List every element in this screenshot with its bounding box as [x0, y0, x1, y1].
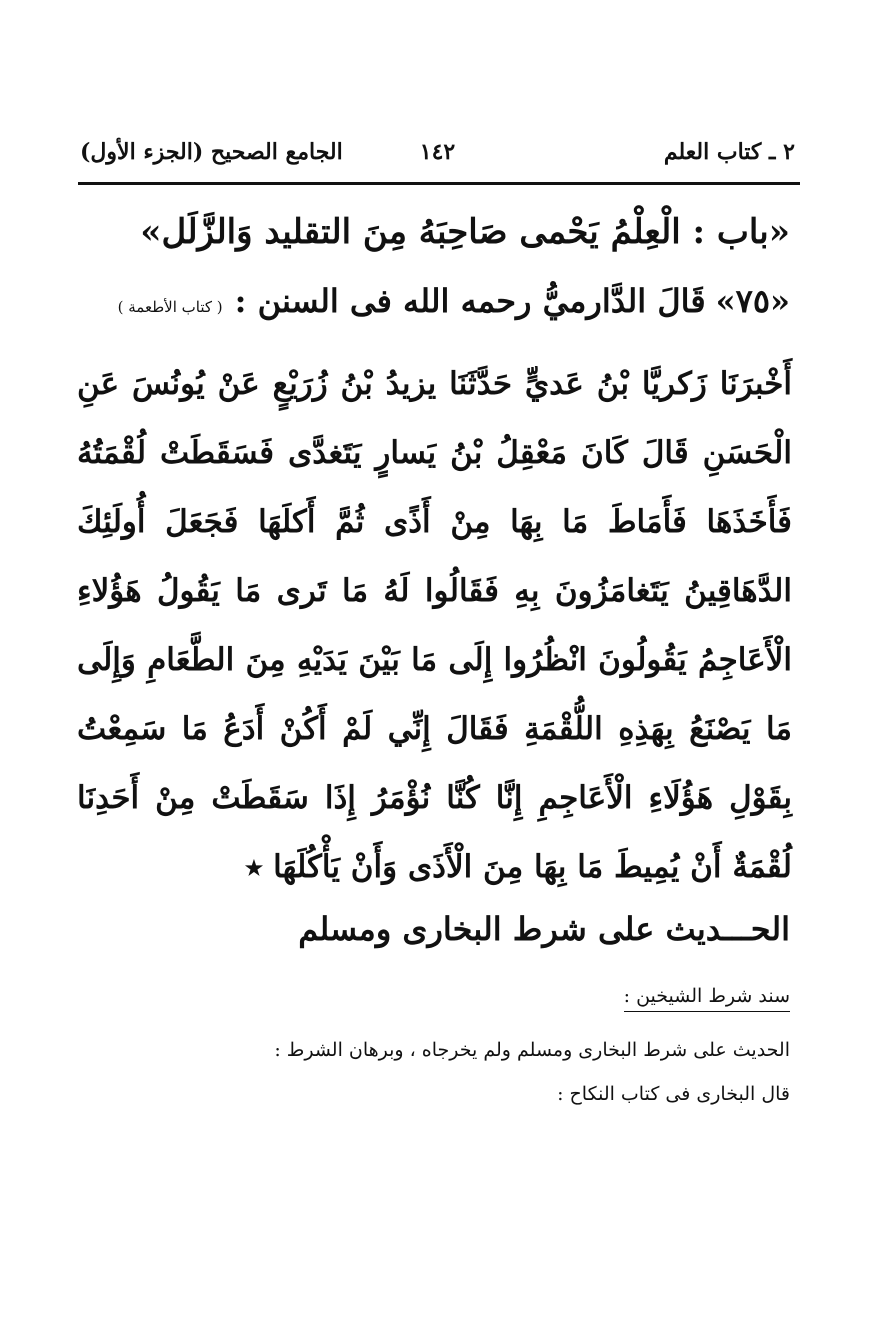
note-line: قال البخارى فى كتاب النكاح : [557, 1083, 790, 1105]
hadith-text [77, 350, 792, 902]
text-line: الدَّهَاقِينُ يَتَغامَزُونَ بِهِ فَقَالُوا لَهُ مَا تَرى مَا يَقُولُ هَؤُلاءِ [77, 573, 792, 609]
page-number: ١٤٢ [419, 139, 456, 165]
running-header [80, 132, 795, 172]
header-rule [78, 182, 800, 185]
notes-section [75, 985, 790, 1116]
hadith-heading [70, 282, 790, 320]
hadith-intro: قَالَ الدَّارميُّ رحمه الله فى السنن : [234, 282, 706, 320]
note-line: الحديث على شرط البخارى ومسلم ولم يخرجاه ، وبرهان الشرط : [274, 1039, 790, 1061]
hadith-number: «٧٥» [715, 282, 790, 320]
chapter-title: «باب : الْعِلْمُ يَحْمى صَاحِبَهُ مِنَ التقليد وَالزَّلَل» [140, 212, 790, 252]
hadith-verdict: الحـــديث على شرط البخارى ومسلم [298, 910, 790, 948]
notes-heading: سند شرط الشيخين : [624, 985, 790, 1012]
header-chapter: ٢ ـ كتاب العلم [663, 139, 795, 165]
header-book-title: الجامع الصحيح (الجزء الأول) [80, 139, 343, 165]
text-line: الْحَسَنِ قَالَ كَانَ مَعْقِلُ بْنُ يَسارٍ يَتَغدَّى فَسَقَطَتْ لُقْمَتُهُ [77, 435, 792, 471]
text-line: لُقْمَةٌ أَنْ يُمِيطَ مَا بِهَا مِنَ الْأَذَى وَأَنْ يَأْكُلَهَا ⭑ [245, 849, 792, 885]
text-line: مَا يَصْنَعُ بِهَذِهِ اللُّقْمَةِ فَقَالَ إِنِّي لَمْ أَكُنْ أَدَعُ مَا سَمِعْتُ [77, 711, 792, 747]
text-line: أَخْبرَنَا زَكريَّا بْنُ عَديٍّ حَدَّثَنَا يزيدُ بْنُ زُرَيْعٍ عَنْ يُونُسَ عَنِ [77, 366, 792, 402]
hadith-source: ( كتاب الأطعمة ) [117, 298, 223, 316]
text-line: فَأَخَذَهَا فَأَمَاطَ مَا بِهَا مِنْ أَذًى ثُمَّ أَكلَهَا فَجَعَلَ أُولَئِكَ [77, 504, 792, 540]
text-line: بِقَوْلِ هَؤُلَاءِ الْأَعَاجِمِ إِنَّا كُنَّا نُؤْمَرُ إِذَا سَقَطَتْ مِنْ أَحَدِنَا [77, 780, 792, 816]
text-line: الْأَعَاجِمُ يَقُولُونَ انْظُرُوا إِلَى مَا بَيْنَ يَدَيْهِ مِنَ الطَّعَامِ وَإِلَى [77, 642, 792, 678]
